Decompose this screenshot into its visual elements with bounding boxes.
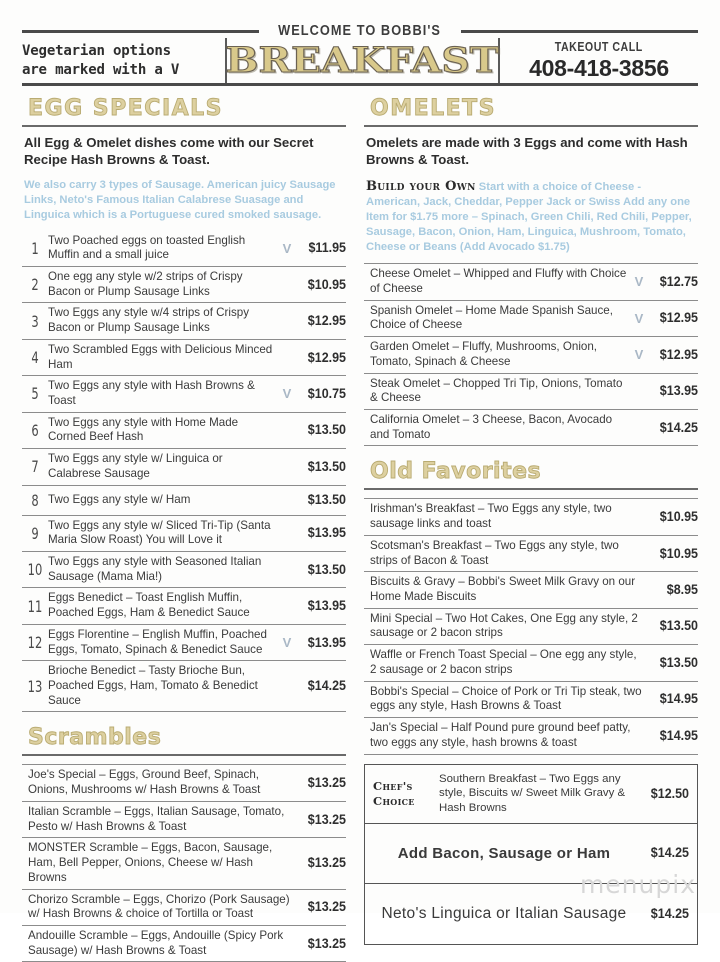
menu-item-price: $10.95 (659, 545, 698, 562)
menu-item-description: Two Scrambled Eggs with Delicious Minced Ham (48, 342, 273, 371)
menu-item-description: Two Poached eggs on toasted English Muffin and a small juice (48, 233, 246, 262)
menu-item-description: Andouille Scramble – Eggs, Andouille (Spicy Pork Sausage) w/ Hash Browns & Toast (28, 928, 284, 957)
menu-item-price: $10.95 (307, 276, 346, 293)
menu-item-description: Eggs Benedict – Toast English Muffin, Poached Eggs, Ham & Benedict Sauce (48, 591, 250, 620)
menu-item-price: $12.95 (659, 346, 698, 363)
breakfast-logo (227, 38, 500, 83)
chefs-choice-row[interactable] (365, 765, 697, 824)
menu-item-price: $14.25 (659, 419, 698, 436)
menu-item-row[interactable] (22, 764, 346, 800)
menu-item-row[interactable] (364, 373, 698, 409)
menu-item-description: Jan's Special – Half Pound pure ground beef patty, two eggs any style, hash browns & toast (370, 721, 631, 749)
menu-item-row[interactable] (364, 300, 698, 336)
menu-item-row[interactable] (22, 375, 346, 411)
menu-item-description: Two Eggs any style with Seasoned Italian Sausage (Mama Mia!) (48, 555, 262, 583)
menu-item-price: $13.50 (307, 422, 346, 439)
menu-item-description: Two Eggs any style with Home Made Corned Beef Hash (48, 415, 239, 444)
header-main-bar (22, 38, 698, 86)
menu-item-price: $13.95 (307, 598, 346, 615)
menu-item-description: Scotsman's Breakfast – Two Eggs any style, two strips of Bacon & Toast (370, 538, 619, 567)
menu-item-price: $13.25 (307, 811, 346, 828)
menu-item-description: Garden Omelet – Fluffy, Mushrooms, Onion, Tomato, Spinach & Cheese (370, 340, 598, 368)
breakfast-logo-text: BREAKFAST (225, 40, 500, 81)
addon-label: Add Bacon, Sausage or Ham (397, 844, 611, 862)
omelets-intro: Omelets are made with 3 Eggs and come with Hash Browns & Toast. (366, 135, 688, 168)
menu-item-row[interactable] (364, 263, 698, 299)
menu-item-number: 6 (31, 420, 39, 440)
header-top-rule (22, 23, 698, 39)
menu-item-description: Steak Omelet – Chopped Tri Tip, Onions, Tomato & Cheese (370, 376, 623, 405)
menu-item-number: 9 (31, 523, 39, 543)
menu-item-description: Brioche Benedict – Tasty Brioche Bun, Poached Eggs, Ham, Tomato & Benedict Sauce (48, 664, 258, 707)
rule-left (22, 30, 259, 33)
menu-item-price: $10.95 (659, 509, 698, 526)
menu-item-description: Italian Scramble – Eggs, Italian Sausage, Tomato, Pesto w/ Hash Browns & Toast (28, 804, 285, 833)
menu-item-row[interactable] (364, 336, 698, 372)
old-favorites-list (364, 498, 698, 754)
veg-note-line1: Vegetarian options (22, 43, 171, 60)
menu-item-description: Two Eggs any style w/ Linguica or Calabrese Sausage (48, 452, 223, 480)
menu-item-price: $11.95 (308, 240, 346, 257)
menu-item-row[interactable] (364, 498, 698, 534)
section-rule (22, 125, 346, 128)
menu-item-description: Bobbi's Special – Choice of Pork or Tri Tip steak, two eggs any style, Hash Browns & Toast (370, 684, 642, 713)
menu-item-row[interactable] (22, 515, 346, 551)
menu-item-description: Irishman's Breakfast – Two Eggs any style, two sausage links and toast (370, 502, 612, 531)
vegetarian-marker: V (634, 347, 644, 363)
menu-item-row[interactable] (364, 681, 698, 717)
addon-price: $14.25 (650, 905, 689, 922)
menu-item-description: Cheese Omelet – Whipped and Fluffy with Choice of Cheese (370, 267, 627, 295)
menu-item-row[interactable] (22, 925, 346, 962)
menu-columns (22, 92, 698, 962)
menu-item-description: Waffle or French Toast Special – One egg any style, 2 sausage or 2 bacon strips (370, 648, 637, 676)
menu-item-price: $13.95 (307, 525, 346, 542)
build-your-own-text: Start with a choice of Cheese - American, Jack, Cheddar, Pepper Jack or Swiss Add any one Item for $1.75 more – Spinach, Green Chili, Red Chili, Pepper, Sausage, Bacon, Onion, Ham, Linguica, Mushroom, Tomato, Cheese or Beans (Add Avocado $1.75) (366, 180, 692, 254)
menu-item-number: 3 (31, 311, 39, 331)
omelets-list (364, 263, 698, 446)
menu-item-description: Two Eggs any style with Hash Browns & Toast (48, 379, 255, 407)
vegetarian-marker: V (282, 240, 292, 256)
menu-item-price: $13.50 (307, 492, 346, 509)
menu-item-price: $14.95 (659, 727, 698, 744)
section-heading-omelets: OMELETS (370, 96, 497, 121)
menu-item-price: $13.50 (659, 654, 698, 671)
build-your-own-title: Build your Own (366, 178, 476, 194)
menu-item-row[interactable] (22, 412, 346, 448)
menu-item-number: 4 (31, 348, 39, 368)
left-column (22, 92, 346, 962)
section-heading-old-favorites: Old Favorites (370, 459, 542, 485)
menu-item-price: $13.25 (307, 855, 346, 872)
rule-right (461, 30, 698, 33)
menu-item-number: 5 (31, 384, 39, 404)
section-rule (364, 488, 698, 491)
vegetarian-marker: V (282, 386, 292, 402)
menu-item-row[interactable] (364, 644, 698, 680)
menu-item-row[interactable] (364, 409, 698, 446)
menu-item-price: $13.25 (307, 935, 346, 952)
menu-item-row[interactable] (22, 266, 346, 302)
menu-item-price: $12.95 (307, 349, 346, 366)
menu-item-row[interactable] (22, 660, 346, 712)
takeout-label: TAKEOUT CALL (555, 39, 643, 54)
menu-item-row[interactable] (22, 587, 346, 623)
menu-item-description: Joe's Special – Eggs, Ground Beef, Spinach, Onions, Mushrooms w/ Hash Browns & Toast (28, 768, 261, 797)
menu-item-description: Two Eggs any style w/ Sliced Tri-Tip (Santa Maria Slow Roast) You will Love it (48, 518, 271, 547)
menu-item-row[interactable] (22, 551, 346, 587)
menu-item-number: 12 (27, 633, 43, 653)
menu-item-number: 8 (31, 490, 39, 510)
menu-item-number: 13 (27, 676, 43, 696)
menu-item-row[interactable] (364, 608, 698, 644)
menu-item-description: Mini Special – Two Hot Cakes, One Egg any style, 2 sausage or 2 bacon strips (370, 611, 638, 640)
vegetarian-marker: V (634, 310, 644, 326)
chefs-choice-description: Southern Breakfast – Two Eggs any style, Biscuits w/ Sweet Milk Gravy & Hash Browns (439, 772, 626, 815)
menu-item-price: $10.75 (307, 385, 346, 402)
menu-item-price: $14.95 (659, 691, 698, 708)
chefs-choice-box (364, 764, 698, 945)
menu-item-description: Chorizo Scramble – Eggs, Chorizo (Pork Sausage) w/ Hash Browns & choice of Tortilla or Toast (28, 892, 290, 921)
menu-item-row[interactable] (364, 535, 698, 571)
menu-item-description: Spanish Omelet – Home Made Spanish Sauce, Choice of Cheese (370, 303, 613, 332)
takeout-call-block (500, 38, 698, 83)
menu-item-number: 1 (31, 238, 39, 258)
section-rule (22, 754, 346, 757)
menu-item-price: $13.95 (307, 634, 346, 651)
welcome-text: WELCOME TO BOBBI'S (278, 23, 442, 39)
menu-item-price: $12.95 (659, 310, 698, 327)
chefs-choice-price: $12.50 (650, 785, 689, 802)
addon-price: $14.25 (650, 845, 689, 862)
menu-item-number: 7 (31, 457, 39, 477)
menu-item-row[interactable] (22, 339, 346, 375)
menu-header (22, 23, 698, 86)
menu-item-row[interactable] (22, 448, 346, 484)
build-your-own-note (364, 169, 698, 255)
menu-item-price: $13.50 (659, 618, 698, 635)
egg-specials-list (22, 231, 346, 713)
menu-item-row[interactable] (22, 231, 346, 266)
menu-item-description: Two Eggs any style w/4 strips of Crispy Bacon or Plump Sausage Links (48, 306, 250, 335)
chefs-choice-tag (373, 779, 439, 808)
addon-label: Neto's Linguica or Italian Sausage (381, 904, 627, 922)
vegetarian-note (22, 38, 227, 83)
chefs-choice-tag-line2: Choice (373, 793, 415, 808)
menu-item-number: 11 (27, 596, 43, 616)
scrambles-list (22, 764, 346, 962)
menu-item-description: Biscuits & Gravy – Bobbi's Sweet Milk Gravy on our Home Made Biscuits (370, 575, 636, 604)
menu-item-price: $14.25 (307, 678, 346, 695)
menu-item-row[interactable] (22, 624, 346, 660)
menu-item-description: One egg any style w/2 strips of Crispy Bacon or Plump Sausage Links (48, 269, 243, 298)
menu-item-description: MONSTER Scramble – Eggs, Bacon, Sausage, Ham, Bell Pepper, Onions, Cheese w/ Hash Browns (28, 841, 273, 884)
menu-item-row[interactable] (22, 485, 346, 515)
section-heading-egg-specials: EGG SPECIALS (28, 96, 224, 121)
takeout-phone-number[interactable]: 408-418-3856 (529, 54, 669, 81)
menu-item-price: $12.75 (659, 273, 698, 290)
menu-item-price: $13.95 (659, 383, 698, 400)
menu-item-price: $12.95 (307, 313, 346, 330)
egg-specials-intro: All Egg & Omelet dishes come with our Secret Recipe Hash Browns & Toast. (24, 135, 314, 168)
menu-item-row[interactable] (364, 571, 698, 607)
menu-item-number: 2 (31, 275, 39, 295)
menu-item-price: $13.25 (307, 775, 346, 792)
menu-item-price: $8.95 (666, 582, 698, 599)
menu-item-price: $13.50 (307, 561, 346, 578)
veg-note-line2: are marked with a V (22, 61, 180, 78)
vegetarian-marker: V (634, 274, 644, 290)
section-heading-scrambles: Scrambles (28, 725, 162, 751)
menu-item-description: California Omelet – 3 Cheese, Bacon, Avocado and Tomato (370, 413, 613, 441)
sausage-note: We also carry 3 types of Sausage. American juicy Sausage Links, Neto's Famous Italian Calabrese Suasage and Linguica which is a Portuguese cured smoked sausage. (24, 178, 336, 221)
menu-item-price: $13.50 (307, 458, 346, 475)
menu-item-row[interactable] (22, 801, 346, 837)
menu-item-price: $13.25 (307, 899, 346, 916)
menu-item-row[interactable] (364, 717, 698, 754)
menu-item-number: 10 (27, 560, 43, 580)
vegetarian-marker: V (282, 635, 292, 651)
chefs-choice-tag-line1: Chef's (373, 779, 413, 794)
menupix-watermark: menupix (579, 870, 696, 899)
menu-item-row[interactable] (22, 889, 346, 925)
right-column (364, 92, 698, 962)
section-rule (364, 125, 698, 128)
menu-item-description: Eggs Florentine – English Muffin, Poached Eggs, Tomato, Spinach & Benedict Sauce (48, 627, 267, 656)
menu-item-row[interactable] (22, 302, 346, 338)
menu-item-description: Two Eggs any style w/ Ham (48, 492, 191, 506)
menu-item-row[interactable] (22, 837, 346, 888)
